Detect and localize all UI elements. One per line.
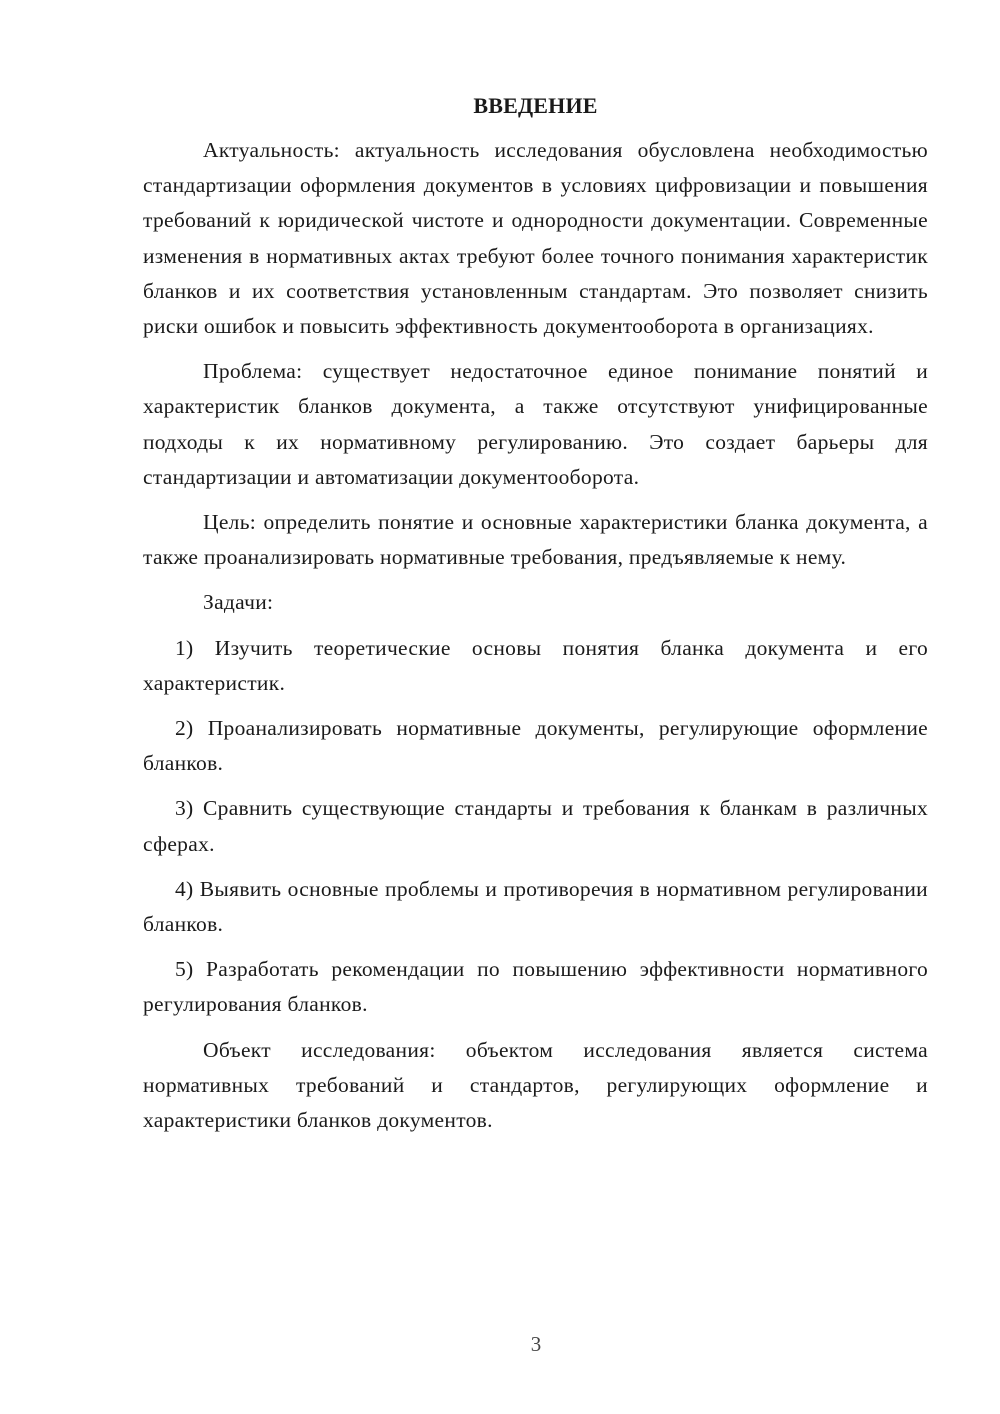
tasks-label: Задачи: (203, 590, 274, 615)
section-heading: ВВЕДЕНИЕ (473, 93, 598, 118)
task-item-5: 5) Разработать рекомендации по повышению эффективности нормативного регулирования бланков. (143, 957, 928, 1017)
task-item-2: 2) Проанализировать нормативные документы, регулирующие оформление бланков. (143, 716, 928, 776)
object-paragraph: Объект исследования: объектом исследования является система нормативных требований и стандартов, регулирующих оформление и характеристики бланков документов. (143, 1037, 928, 1133)
relevance-paragraph: Актуальность: актуальность исследования обусловлена необходимостью стандартизации оформления документов в условиях цифровизации и повышения требований к юридической чистоте и однородности документации. Современные изменения в нормативных актах требуют более точного понимания характеристик бланков и их соответствия установленным стандартам. Это позволяет снизить риски ошибок и повысить эффективность документооборота в организациях. (143, 138, 928, 339)
task-item-4: 4) Выявить основные проблемы и противоречия в нормативном регулировании бланков. (143, 876, 928, 937)
task-item-1: 1) Изучить теоретические основы понятия бланка документа и его характеристик. (143, 635, 928, 695)
problem-paragraph: Проблема: существует недостаточное единое понимание понятий и характеристик бланков документа, а также отсутствуют унифицированные подходы к их нормативному регулированию. Это создает барьеры для стандартизации и автоматизации документооборота. (143, 359, 928, 489)
goal-paragraph: Цель: определить понятие и основные характеристики бланка документа, а также проанализировать нормативные требования, предъявляемые к нему. (143, 510, 928, 570)
document-page (143, 88, 928, 1148)
task-item-3: 3) Сравнить существующие стандарты и требования к бланкам в различных сферах. (143, 796, 928, 856)
page-number: 3 (530, 1332, 542, 1356)
